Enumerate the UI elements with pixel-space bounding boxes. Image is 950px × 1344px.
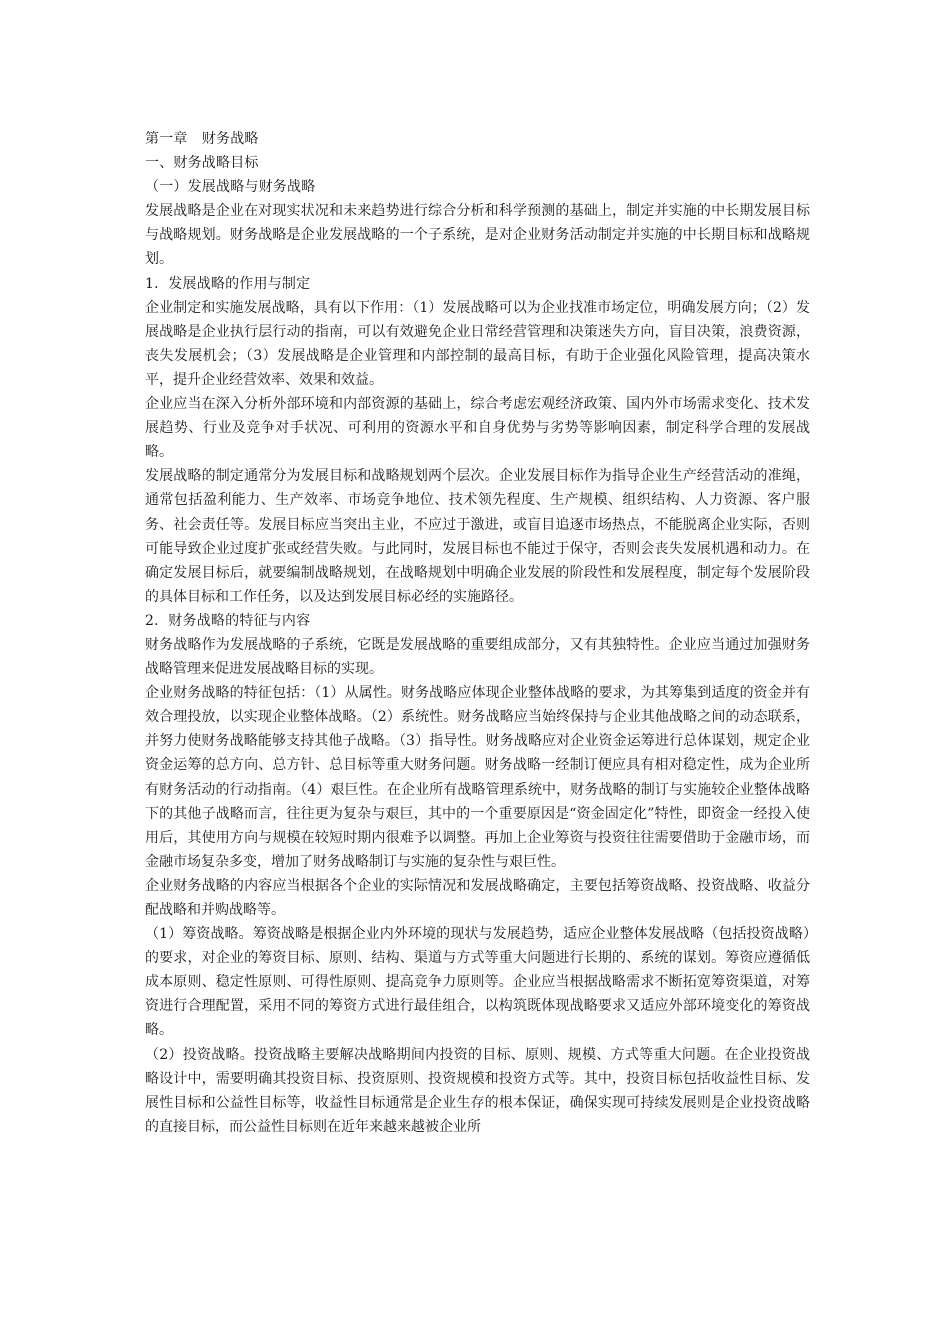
subsection-title: （一）发展战略与财务战略 (145, 179, 316, 196)
section-title: 一、财务战略目标 (145, 155, 259, 172)
paragraph: 发展战略的制定通常分为发展目标和战略规划两个层次。企业发展目标作为指导企业生产经营活动的准绳，通常包括盈利能力、生产效率、市场竞争地位、技术领先程度、生产规模、组织结构、人力资源、客户服务、社会责任等。发展目标应当突出主业，不应过于激进，或盲目追逐市场热点，不能脱离企业实际，否则可能导致企业过度扩张或经营失败。与此同时，发展目标也不能过于保守，否则会丧失发展机遇和动力。在确定发展目标后，就要编制战略规划，在战略规划中明确企业发展的阶段性和发展程度，制定每个发展阶段的具体目标和工作任务，以及达到发展目标必经的实施路径。 (145, 468, 810, 605)
paragraph: 企业财务战略的特征包括：（1）从属性。财务战略应体现企业整体战略的要求，为其筹集到适度的资金并有效合理投放，以实现企业整体战略。（2）系统性。财务战略应当始终保持与企业其他战略之间的动态联系，并努力使财务战略能够支持其他子战略。（3）指导性。财务战略应对企业资金运筹进行总体谋划，规定企业资金运筹的总方向、总方针、总目标等重大财务问题。财务战略一经制订便应具有相对稳定性，成为企业所有财务活动的行动指南。（4）艰巨性。在企业所有战略管理系统中，财务战略的制订与实施较企业整体战略下的其他子战略而言，往往更为复杂与艰巨，其中的一个重要原因是“资金固定化”特性，即资金一经投入使用后，其使用方向与规模在较短时期内很难予以调整。再加上企业筹资与投资往往需要借助于金融市场，而金融市场复杂多变，增加了财务战略制订与实施的复杂性与艰巨性。 (145, 685, 810, 870)
document-page (145, 127, 810, 1139)
heading-development-strategy: 1．发展战略的作用与制定 (145, 275, 311, 292)
paragraph: （2）投资战略。投资战略主要解决战略期间内投资的目标、原则、规模、方式等重大问题。在企业投资战略设计中，需要明确其投资目标、投资原则、投资规模和投资方式等。其中，投资目标包括收益性目标、发展性目标和公益性目标等，收益性目标通常是企业生存的根本保证，确保实现可持续发展则是企业投资战略的直接目标，而公益性目标则在近年来越来越被企业所 (145, 1046, 810, 1135)
paragraph: （1）筹资战略。筹资战略是根据企业内外环境的现状与发展趋势，适应企业整体发展战略（包括投资战略）的要求，对企业的筹资目标、原则、结构、渠道与方式等重大问题进行长期的、系统的谋划。筹资应遵循低成本原则、稳定性原则、可得性原则、提高竞争力原则等。企业应当根据战略需求不断拓宽筹资渠道，对筹资进行合理配置，采用不同的筹资方式进行最佳组合，以构筑既体现战略要求又适应外部环境变化的筹资战略。 (145, 926, 810, 1039)
paragraph: 企业财务战略的内容应当根据各个企业的实际情况和发展战略确定，主要包括筹资战略、投资战略、收益分配战略和并购战略等。 (145, 877, 810, 918)
chapter-title: 第一章 财务战略 (145, 131, 259, 147)
paragraph: 发展战略是企业在对现实状况和未来趋势进行综合分析和科学预测的基础上，制定并实施的中长期发展目标与战略规划。财务战略是企业发展战略的一个子系统，是对企业财务活动制定并实施的中长期目标和战略规划。 (145, 203, 810, 268)
paragraph: 企业制定和实施发展战略，具有以下作用：（1）发展战略可以为企业找准市场定位，明确发展方向；（2）发展战略是企业执行层行动的指南，可以有效避免企业日常经营管理和决策迷失方向，盲目决策，浪费资源，丧失发展机会；（3）发展战略是企业管理和内部控制的最高目标，有助于企业强化风险管理，提高决策水平，提升企业经营效率、效果和效益。 (145, 299, 810, 388)
paragraph: 企业应当在深入分析外部环境和内部资源的基础上，综合考虑宏观经济政策、国内外市场需求变化、技术发展趋势、行业及竞争对手状况、可利用的资源水平和自身优势与劣势等影响因素，制定科学合理的发展战略。 (145, 396, 810, 461)
heading-financial-strategy: 2．财务战略的特征与内容 (145, 612, 311, 629)
paragraph: 财务战略作为发展战略的子系统，它既是发展战略的重要组成部分，又有其独特性。企业应当通过加强财务战略管理来促进发展战略目标的实现。 (145, 636, 810, 678)
